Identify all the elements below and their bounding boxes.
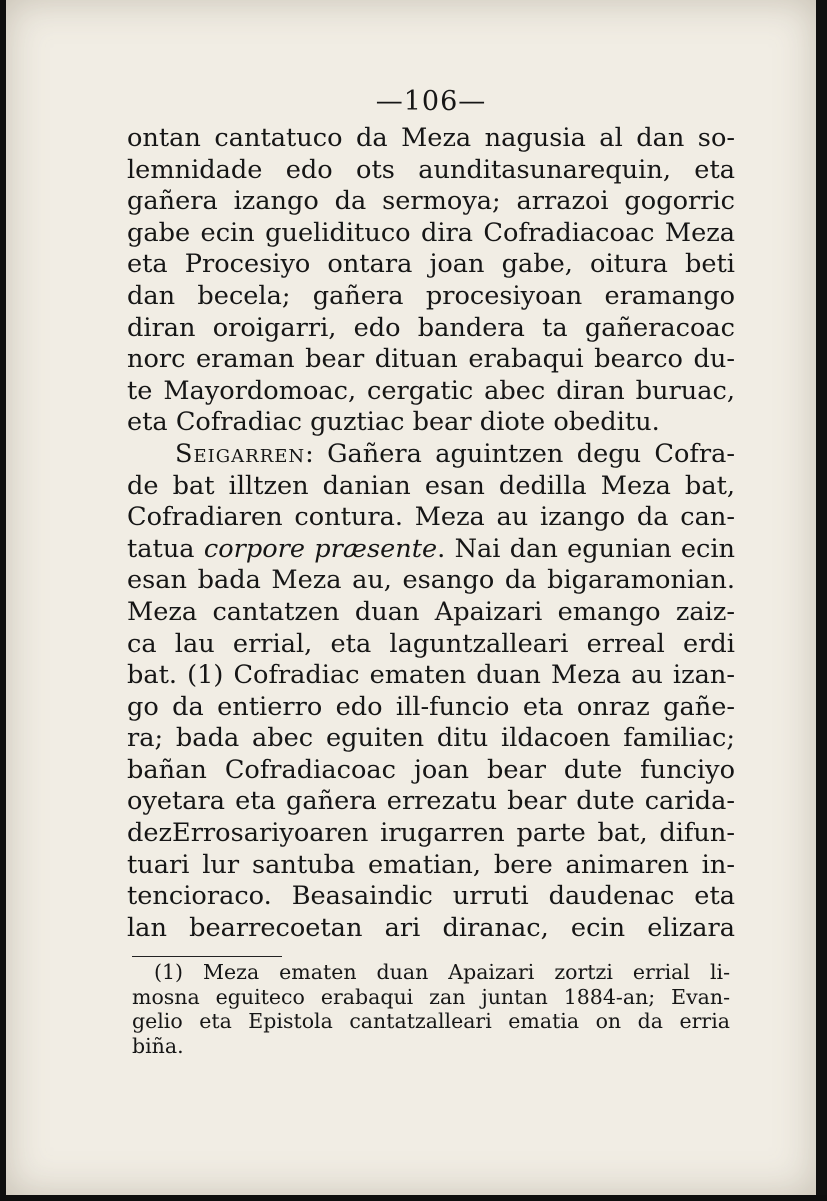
scan-edge-bottom	[0, 1195, 827, 1201]
text-line: norc eraman bear dituan erabaqui bearco du-	[127, 344, 735, 375]
text-line: ca lau errial, eta laguntzalleari erreal erdi	[127, 628, 735, 659]
text-fragment: : Gañera aguintzen degu Cofra-	[305, 438, 735, 469]
page-number: —106—	[375, 86, 487, 117]
text-line: oyetara eta gañera errezatu bear dute carida-	[127, 786, 735, 817]
text-line: ontan cantatuco da Meza nagusia al dan so-	[127, 123, 735, 153]
text-line: Cofradiaren contura. Meza au izango da can-	[127, 502, 735, 533]
text-line: diran oroigarri, edo bandera ta gañeracoac	[127, 312, 735, 343]
footnote-line: (1) Meza ematen duan Apaizari zortzi errial li-	[154, 960, 730, 984]
text-line: te Mayordomoac, cergatic abec diran buruac,	[127, 375, 735, 406]
footnote-line: biña.	[132, 1033, 184, 1058]
text-line: tuari lur santuba ematian, bere animaren in-	[127, 849, 735, 880]
text-line: Meza cantatzen duan Apaizari emango zaiz-	[127, 596, 735, 627]
body-text	[127, 123, 735, 944]
footnote-line: gelio eta Epistola cantatzalleari ematia on da erria	[132, 1009, 730, 1033]
scan-edge-right	[816, 0, 827, 1201]
section-label: Seigarren	[175, 438, 306, 469]
text-line: tencioraco. Beasaindic urruti daudenac eta	[127, 881, 735, 912]
text-line: gañera izango da sermoya; arrazoi gogorric	[127, 186, 735, 217]
text-fragment: tatua	[127, 533, 204, 564]
footnote	[132, 960, 730, 1058]
book-page	[6, 0, 816, 1195]
text-line: ra; bada abec eguiten ditu ildacoen familiac;	[127, 723, 735, 754]
latin-phrase: corpore præsente	[203, 533, 438, 564]
text-line: lan bearrecoetan ari diranac, ecin elizara	[127, 912, 735, 943]
paragraph-seventh-first-line	[127, 439, 735, 471]
text-line: bañan Cofradiacoac joan bear dute funciyo	[127, 754, 735, 785]
text-line: dezErrosariyoaren irugarren parte bat, difun-	[127, 818, 735, 849]
text-line: go da entierro edo ill-funcio eta onraz gañe-	[127, 691, 735, 722]
text-line: lemnidade edo ots aunditasunarequin, eta	[127, 154, 735, 185]
text-line: esan bada Meza au, esango da bigaramonian.	[127, 565, 735, 596]
footnote-rule	[132, 956, 282, 957]
text-line: de bat illtzen danian esan dedilla Meza bat,	[127, 470, 735, 501]
text-line: dan becela; gañera procesiyoan eramango	[127, 280, 735, 311]
footnote-line: mosna eguiteco erabaqui zan juntan 1884-an; Evan-	[132, 984, 730, 1009]
text-line: gabe ecin guelidituco dira Cofradiacoac Meza	[127, 217, 735, 248]
text-line-with-latin	[127, 534, 735, 566]
text-line: eta Cofradiac guztiac bear diote obeditu.	[127, 407, 660, 438]
text-line: bat. (1) Cofradiac ematen duan Meza au izan-	[127, 660, 735, 691]
text-fragment: . Nai dan egunian ecin	[437, 533, 735, 564]
text-line: eta Procesiyo ontara joan gabe, oitura beti	[127, 249, 735, 280]
